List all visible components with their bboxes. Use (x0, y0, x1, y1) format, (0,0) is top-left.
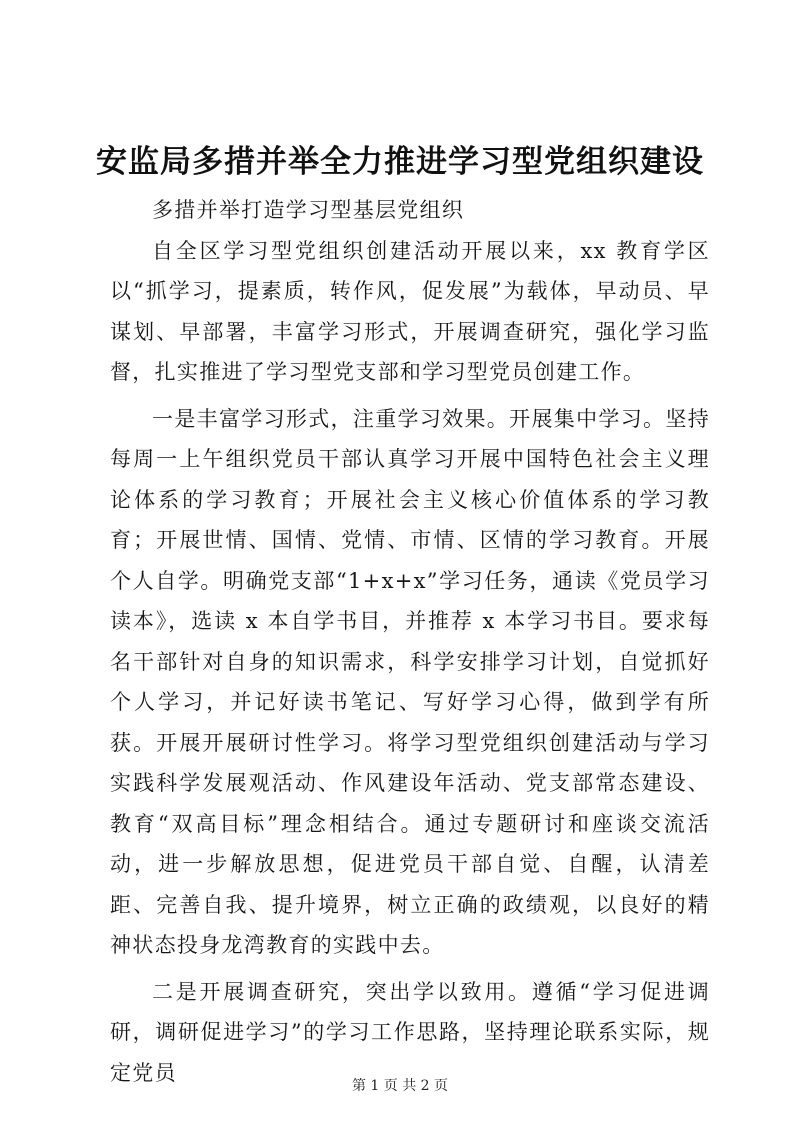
document-title: 安监局多措并举全力推进学习型党组织建设 (96, 144, 704, 180)
page-number-footer: 第 1 页 共 2 页 (351, 1078, 449, 1094)
paragraph-point-one: 一是丰富学习形式，注重学习效果。开展集中学习。坚持每周一上午组织党员干部认真学习开展中国特色社会主义理论体系的学习教育；开展社会主义核心价值体系的学习教育；开展世情、国情、党情、市情、区情的学习教育。开展个人自学。明确党支部“1+x+x”学习任务，通读《党员学习读本》，选读 x 本自学书目，并推荐 x 本学习书目。要求每名干部针对自身的知识需求，科学安排学习计划，自觉抓好个人学习，并记好读书笔记、写好学习心得，做到学有所获。开展开展研讨性学习。将学习型党组织创建活动与学习实践科学发展观活动、作风建设年活动、党支部常态建设、教育“双高目标”理念相结合。通过专题研讨和座谈交流活动，进一步解放思想，促进党员干部自觉、自醒，认清差距、完善自我、提升境界，树立正确的政绩观，以良好的精神状态投身龙湾教育的实践中去。 (110, 406, 710, 957)
paragraph-intro: 自全区学习型党组织创建活动开展以来，xx 教育学区以“抓学习，提素质，转作风，促发展”为载体，早动员、早谋划、早部署，丰富学习形式，开展调查研究，强化学习监督，扎实推进了学习型党支部和学习型党员创建工作。 (110, 238, 710, 384)
paragraph-point-two: 二是开展调查研究，突出学以致用。遵循“学习促进调研，调研促进学习”的学习工作思路，坚持理论联系实际，规定党员 (110, 979, 710, 1085)
document-body (110, 190, 710, 1093)
subtitle-paragraph: 多措并举打造学习型基层党组织 (152, 198, 465, 222)
